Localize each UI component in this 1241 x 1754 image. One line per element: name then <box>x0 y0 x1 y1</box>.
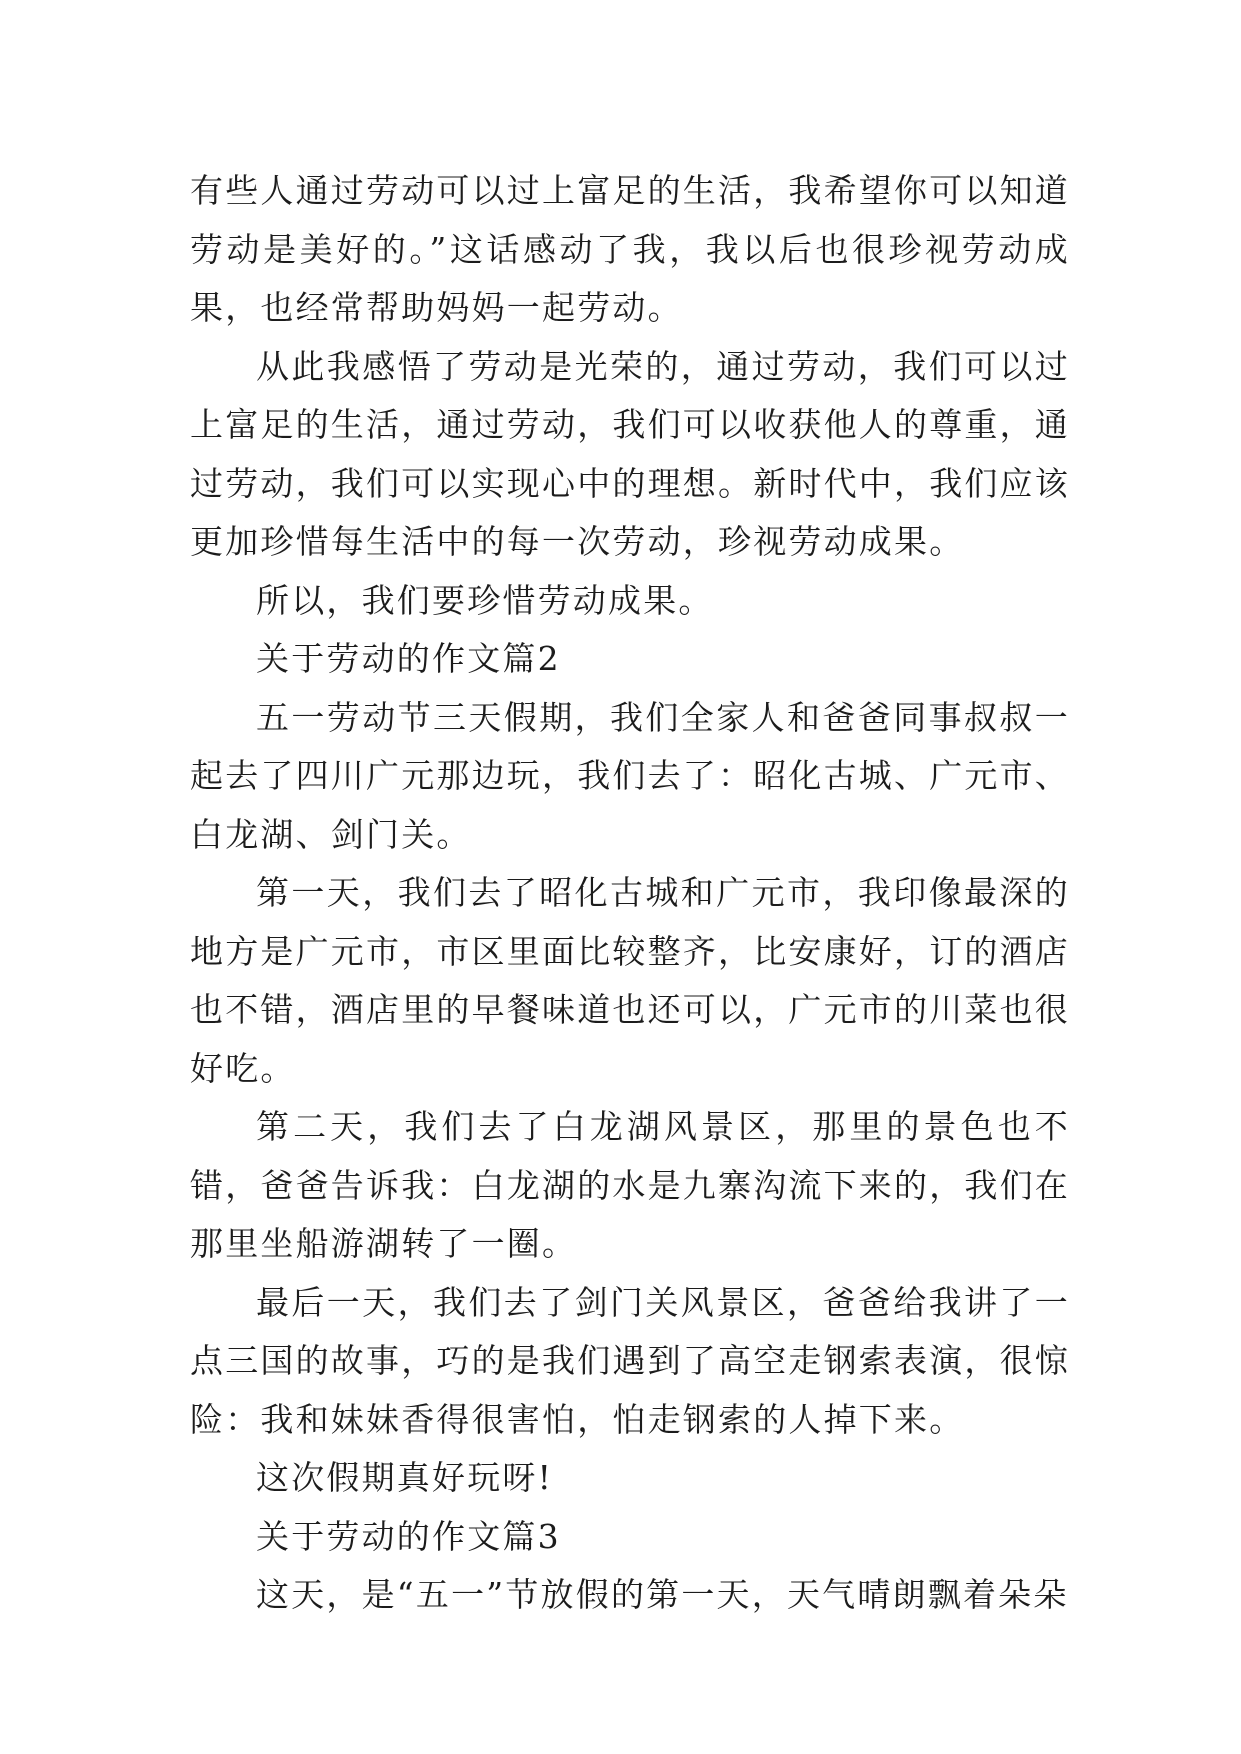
section-heading-3: 关于劳动的作文篇3 <box>256 1516 561 1556</box>
document-body <box>190 162 1070 1625</box>
paragraph-1: 有些人通过劳动可以过上富足的生活，我希望你可以知道劳动是美好的。”这话感动了我，我以后也很珍视劳动成果，也经常帮助妈妈一起劳动。 <box>190 171 1070 327</box>
paragraph-6: 第一天，我们去了昭化古城和广元市，我印像最深的地方是广元市，市区里面比较整齐，比安康好，订的酒店也不错，酒店里的早餐味道也还可以，广元市的川菜也很好吃。 <box>190 873 1070 1088</box>
paragraph-3: 所以，我们要珍惜劳动成果。 <box>256 580 714 620</box>
paragraph-11: 这天，是“五一”节放假的第一天，天气晴朗飘着朵朵 <box>256 1575 1069 1614</box>
paragraph-7: 第二天，我们去了白龙湖风景区，那里的景色也不错，爸爸告诉我：白龙湖的水是九寨沟流下来的，我们在那里坐船游湖转了一圈。 <box>190 1107 1070 1263</box>
paragraph-5: 五一劳动节三天假期，我们全家人和爸爸同事叔叔一起去了四川广元那边玩，我们去了：昭化古城、广元市、白龙湖、剑门关。 <box>190 697 1070 854</box>
paragraph-9: 这次假期真好玩呀! <box>256 1458 554 1497</box>
section-heading-2: 关于劳动的作文篇2 <box>256 639 561 678</box>
paragraph-2: 从此我感悟了劳动是光荣的，通过劳动，我们可以过上富足的生活，通过劳动，我们可以收获他人的尊重，通过劳动，我们可以实现心中的理想。新时代中，我们应该更加珍惜每生活中的每一次劳动，珍视劳动成果。 <box>190 346 1070 561</box>
paragraph-8: 最后一天，我们去了剑门关风景区，爸爸给我讲了一点三国的故事，巧的是我们遇到了高空走钢索表演，很惊险：我和妹妹香得很害怕，怕走钢索的人掉下来。 <box>190 1282 1070 1439</box>
